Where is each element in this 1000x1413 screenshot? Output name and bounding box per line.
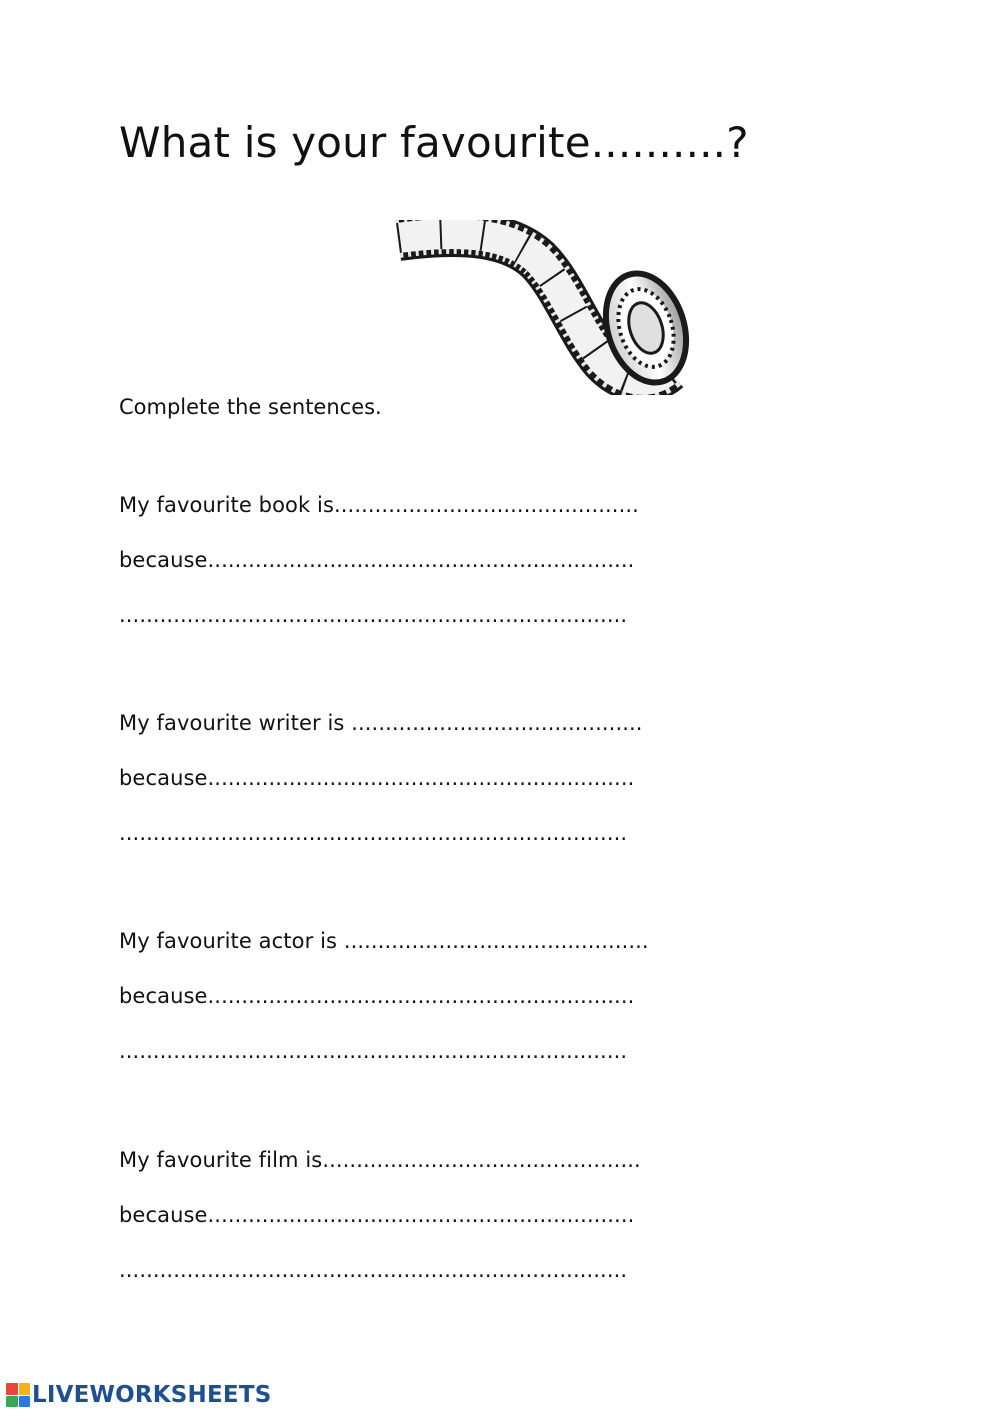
logo-square-green — [6, 1396, 18, 1408]
prompt-actor: My favourite actor is ............................................. — [119, 929, 649, 953]
continuation-actor: ........................................................................... — [119, 1039, 628, 1063]
because-writer: because............................................................... — [119, 766, 635, 790]
prompt-writer: My favourite writer is ........................................... — [119, 711, 643, 735]
continuation-film: ........................................................................... — [119, 1258, 628, 1282]
film-strip-icon — [388, 220, 698, 395]
instruction-text: Complete the sentences. — [119, 395, 382, 419]
continuation-book: ........................................................................... — [119, 603, 628, 627]
because-actor: because............................................................... — [119, 984, 635, 1008]
logo-square-red — [6, 1383, 18, 1395]
logo-squares-icon — [6, 1383, 30, 1407]
worksheet-title: What is your favourite..........? — [119, 118, 749, 167]
brand-name: LIVEWORKSHEETS — [32, 1382, 272, 1408]
logo-square-yellow — [19, 1383, 31, 1395]
prompt-book: My favourite book is............................................. — [119, 493, 639, 517]
liveworksheets-logo — [6, 1380, 271, 1410]
because-book: because............................................................... — [119, 548, 635, 572]
logo-square-blue — [19, 1396, 31, 1408]
because-film: because............................................................... — [119, 1203, 635, 1227]
prompt-film: My favourite film is............................................... — [119, 1148, 641, 1172]
continuation-writer: ........................................................................... — [119, 821, 628, 845]
